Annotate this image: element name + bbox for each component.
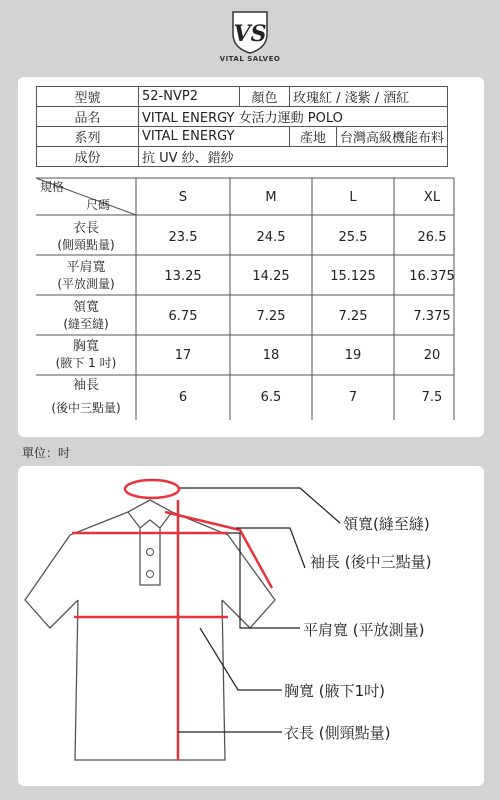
row-sublabel: (後中三點量) [51,401,121,415]
table-cell: 19 [344,348,362,363]
monogram-text: VS [233,21,267,47]
polo-shirt-outline [25,500,275,760]
row-label: 袖長 [72,378,100,393]
origin-label: 產地 [290,127,337,147]
series-value: VITAL ENERGY [139,127,290,147]
row-sublabel: (側頸點量) [57,238,115,252]
button-icon [147,571,154,578]
shoulder-callout: 平肩寬 (平放測量) [303,621,425,639]
table-cell: 7 [348,390,358,405]
table-cell: 16.375 [409,269,455,284]
table-cell: 26.5 [417,230,447,245]
collar-callout: 領寬(縫至縫) [343,515,430,533]
size-header: S [178,190,188,205]
row-label: 領寬 [72,300,100,315]
model-value: 52-NVP2 [139,87,240,107]
row-sublabel: (平放測量) [57,277,115,291]
sleeve-callout: 袖長 (後中三點量) [310,553,432,571]
corner-top-label: 規格 [40,180,65,194]
table-cell: 18 [262,348,280,363]
table-cell: 25.5 [338,230,368,245]
length-callout: 衣長 (側頸點量) [284,724,391,742]
chest-callout: 胸寬 (腋下1吋) [284,682,386,700]
table-cell: 7.25 [338,309,368,324]
color-value: 玫瑰紅 / 淺紫 / 酒紅 [290,87,448,107]
origin-value: 台灣高級機能布料 [337,127,448,147]
material-label: 成份 [37,147,139,167]
row-label: 衣長 [72,221,100,236]
table-cell: 24.5 [256,230,286,245]
table-cell: 6.5 [260,390,282,405]
table-cell: 20 [423,348,441,363]
brand-name: VITAL SALVEO [219,55,281,63]
table-cell: 23.5 [168,230,198,245]
name-value: VITAL ENERGY 女活力運動 POLO [139,107,448,127]
table-cell: 6 [178,390,188,405]
table-cell: 13.25 [164,269,202,284]
table-cell: 7.25 [256,309,286,324]
row-sublabel: (腋下 1 吋) [55,356,117,370]
size-header: L [349,190,357,205]
name-label: 品名 [37,107,139,127]
series-label: 系列 [37,127,139,147]
size-header: M [265,190,277,205]
row-label: 平肩寬 [66,260,106,275]
unit-note: 單位：吋 [22,446,71,460]
button-icon [147,549,154,556]
table-cell: 15.125 [330,269,376,284]
table-cell: 7.5 [421,390,443,405]
row-sublabel: (縫至縫) [63,317,109,331]
color-label: 顏色 [240,87,290,107]
row-label: 胸寬 [72,339,100,354]
table-cell: 7.375 [413,309,451,324]
table-cell: 17 [174,348,192,363]
size-header: XL [423,190,441,205]
table-cell: 14.25 [252,269,290,284]
collar-measure-line [125,480,179,498]
model-label: 型號 [37,87,139,107]
corner-bottom-label: 尺碼 [86,198,111,212]
material-value: 抗 UV 紗、錯紗 [139,147,448,167]
sleeve-measure-line [165,512,272,588]
table-cell: 6.75 [168,309,198,324]
